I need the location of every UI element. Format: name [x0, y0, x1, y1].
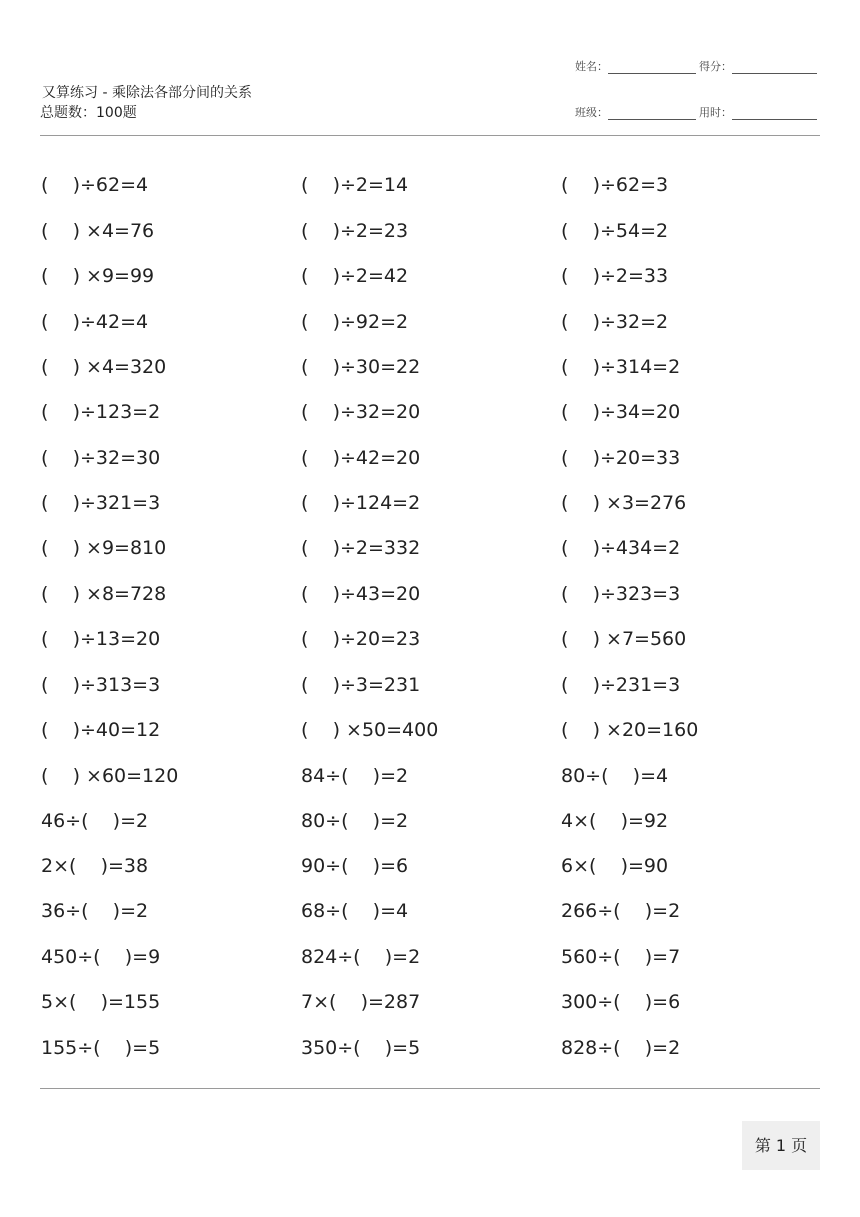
problem-r19-c3: 300÷( )=6 [561, 991, 681, 1013]
problem-r10-c3: ( )÷323=3 [561, 583, 681, 605]
problem-r11-c1: ( )÷13=20 [41, 628, 161, 650]
problem-r17-c2: 68÷( )=4 [301, 900, 409, 922]
problem-r12-c2: ( )÷3=231 [301, 674, 421, 696]
problem-r18-c3: 560÷( )=7 [561, 946, 681, 968]
class-field [575, 106, 696, 120]
page-number: 第 1 页 [742, 1121, 820, 1170]
name-field [575, 60, 696, 74]
total-count: 总题数：100题 [40, 105, 137, 121]
problem-r13-c3: ( ) ×20=160 [561, 719, 699, 741]
class-label: 班级： [575, 106, 608, 119]
problem-r11-c3: ( ) ×7=560 [561, 628, 687, 650]
problem-r19-c2: 7×( )=287 [301, 991, 421, 1013]
problem-r20-c1: 155÷( )=5 [41, 1037, 161, 1059]
problem-r3-c3: ( )÷2=33 [561, 265, 669, 287]
problem-r18-c2: 824÷( )=2 [301, 946, 421, 968]
problem-r11-c2: ( )÷20=23 [301, 628, 421, 650]
problem-r1-c2: ( )÷2=14 [301, 174, 409, 196]
problem-r20-c2: 350÷( )=5 [301, 1037, 421, 1059]
problem-r3-c1: ( ) ×9=99 [41, 265, 155, 287]
problem-r16-c1: 2×( )=38 [41, 855, 149, 877]
problem-r8-c2: ( )÷124=2 [301, 492, 421, 514]
name-label: 姓名： [575, 60, 608, 73]
problem-r2-c3: ( )÷54=2 [561, 220, 669, 242]
class-blank [608, 107, 696, 120]
problem-r7-c1: ( )÷32=30 [41, 447, 161, 469]
time-label: 用时： [699, 106, 732, 119]
problem-r16-c2: 90÷( )=6 [301, 855, 409, 877]
problem-r12-c3: ( )÷231=3 [561, 674, 681, 696]
problem-r13-c2: ( ) ×50=400 [301, 719, 439, 741]
problem-r6-c2: ( )÷32=20 [301, 401, 421, 423]
score-blank [732, 61, 817, 74]
problem-r14-c3: 80÷( )=4 [561, 765, 669, 787]
worksheet-header [40, 0, 820, 136]
problem-r15-c1: 46÷( )=2 [41, 810, 149, 832]
problem-r8-c3: ( ) ×3=276 [561, 492, 687, 514]
problem-r5-c3: ( )÷314=2 [561, 356, 681, 378]
problem-r4-c2: ( )÷92=2 [301, 311, 409, 333]
problem-r1-c1: ( )÷62=4 [41, 174, 149, 196]
problem-r9-c3: ( )÷434=2 [561, 537, 681, 559]
problem-r14-c2: 84÷( )=2 [301, 765, 409, 787]
footer-divider [40, 1088, 820, 1089]
problem-r16-c3: 6×( )=90 [561, 855, 669, 877]
problem-r7-c3: ( )÷20=33 [561, 447, 681, 469]
problem-r9-c2: ( )÷2=332 [301, 537, 421, 559]
problem-r2-c1: ( ) ×4=76 [41, 220, 155, 242]
header-divider [40, 135, 820, 136]
problem-r15-c2: 80÷( )=2 [301, 810, 409, 832]
problem-r8-c1: ( )÷321=3 [41, 492, 161, 514]
problem-r10-c2: ( )÷43=20 [301, 583, 421, 605]
problem-r9-c1: ( ) ×9=810 [41, 537, 167, 559]
problem-r15-c3: 4×( )=92 [561, 810, 669, 832]
problem-r17-c1: 36÷( )=2 [41, 900, 149, 922]
problem-r4-c3: ( )÷32=2 [561, 311, 669, 333]
problem-r13-c1: ( )÷40=12 [41, 719, 161, 741]
problem-r12-c1: ( )÷313=3 [41, 674, 161, 696]
problem-r14-c1: ( ) ×60=120 [41, 765, 179, 787]
problem-r7-c2: ( )÷42=20 [301, 447, 421, 469]
problem-r5-c2: ( )÷30=22 [301, 356, 421, 378]
problem-r19-c1: 5×( )=155 [41, 991, 161, 1013]
problem-r6-c3: ( )÷34=20 [561, 401, 681, 423]
problem-r1-c3: ( )÷62=3 [561, 174, 669, 196]
time-blank [732, 107, 817, 120]
name-blank [608, 61, 696, 74]
time-field [699, 106, 817, 120]
problem-r2-c2: ( )÷2=23 [301, 220, 409, 242]
score-label: 得分： [699, 60, 732, 73]
problem-r20-c3: 828÷( )=2 [561, 1037, 681, 1059]
problem-r3-c2: ( )÷2=42 [301, 265, 409, 287]
problem-r18-c1: 450÷( )=9 [41, 946, 161, 968]
score-field [699, 60, 817, 74]
problem-r4-c1: ( )÷42=4 [41, 311, 149, 333]
problem-r5-c1: ( ) ×4=320 [41, 356, 167, 378]
problem-r17-c3: 266÷( )=2 [561, 900, 681, 922]
problem-r10-c1: ( ) ×8=728 [41, 583, 167, 605]
worksheet-title: 又算练习 - 乘除法各部分间的关系 [42, 85, 252, 101]
problem-r6-c1: ( )÷123=2 [41, 401, 161, 423]
